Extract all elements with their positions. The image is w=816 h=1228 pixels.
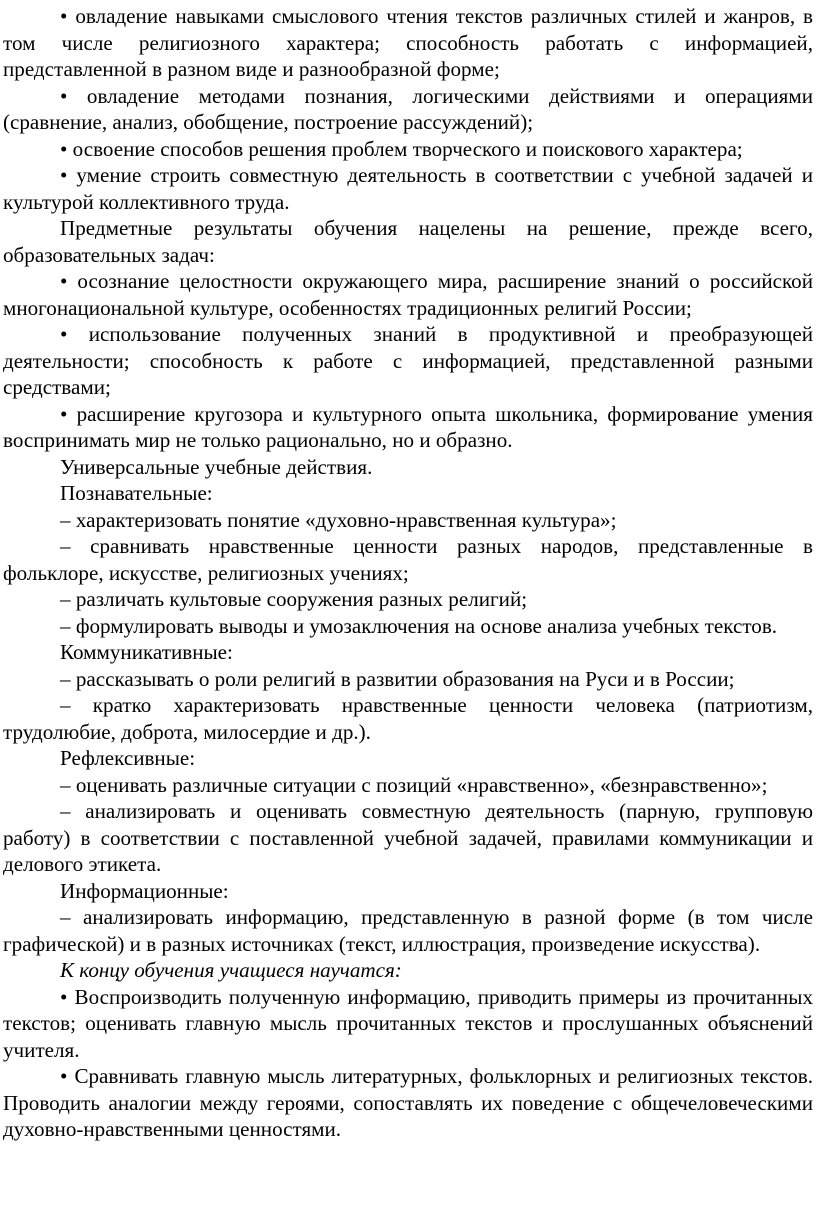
paragraph-bullet-compare-texts: • Сравнивать главную мысль литературных, фольклорных и религиозных текстов. Проводить аналогии между героями, сопоставлять их поведение с общечеловеческими духовно-нравственными ценностями. <box>3 1064 813 1141</box>
paragraph-dash-formulate-conclusions: – формулировать выводы и умозаключения на основе анализа учебных текстов. <box>60 613 778 638</box>
paragraph-dash-compare-values: – сравнивать нравственные ценности разных народов, представленные в фольклоре, искусстве, религиозных учениях; <box>3 534 813 585</box>
heading-learning-outcomes: К концу обучения учащиеся научатся: <box>60 958 402 982</box>
heading-reflexive: Рефлексивные: <box>60 746 196 770</box>
heading-universal-actions: Универсальные учебные действия. <box>60 454 373 479</box>
paragraph-bullet-reading-skills: • овладение навыками смыслового чтения текстов различных стилей и жанров, в том числе религиозного характера; способность работать с информацией, представленной в разном виде и разнообразной форме; <box>3 4 813 81</box>
paragraph-dash-characterize-concept: – характеризовать понятие «духовно-нравственная культура»; <box>60 507 617 532</box>
heading-communicative: Коммуникативные: <box>60 640 233 664</box>
paragraph-bullet-joint-activity: • умение строить совместную деятельность в соответствии с учебной задачей и культурой коллективного труда. <box>3 163 813 214</box>
paragraph-dash-tell-role: – рассказывать о роли религий в развитии образования на Руси и в России; <box>60 666 735 691</box>
paragraph-bullet-reproduce-information: • Воспроизводить полученную информацию, приводить примеры из прочитанных текстов; оценивать главную мысль прочитанных текстов и прослушанных объяснений учителя. <box>3 984 813 1062</box>
paragraph-dash-distinguish-buildings: – различать культовые сооружения разных религий; <box>60 587 528 611</box>
paragraph-bullet-cognition-methods: • овладение методами познания, логическими действиями и операциями (сравнение, анализ, обобщение, построение рассуждений); <box>3 83 813 134</box>
paragraph-bullet-outlook: • расширение кругозора и культурного опыта школьника, формирование умения воспринимать мир не только рационально, но и образно. <box>3 401 813 452</box>
paragraph-dash-characterize-values: – кратко характеризовать нравственные ценности человека (патриотизм, трудолюбие, доброта, милосердие и др.). <box>3 693 813 744</box>
paragraph-dash-analyze-activity: – анализировать и оценивать совместную деятельность (парную, групповую работу) в соответствии с поставленной учебной задачей, правилами коммуникации и делового этикета. <box>3 799 813 876</box>
paragraph-bullet-knowledge-use: • использование полученных знаний в продуктивной и преобразующей деятельности; способность к работе с информацией, представленной разными средствами; <box>3 322 813 399</box>
paragraph-bullet-problem-solving: • освоение способов решения проблем творческого и поискового характера; <box>60 136 743 161</box>
paragraph-dash-analyze-information: – анализировать информацию, представленную в разной форме (в том числе графической) и в разных источниках (текст, иллюстрация, произведение искусства). <box>3 905 813 956</box>
paragraph-bullet-world-integrity: • осознание целостности окружающего мира, расширение знаний о российской многонациональной культуре, особенностях традиционных религий России; <box>3 269 813 320</box>
heading-cognitive: Познавательные: <box>60 481 213 505</box>
paragraph-subject-results-intro: Предметные результаты обучения нацелены на решение, прежде всего, образовательных задач: <box>3 216 813 267</box>
heading-informational: Информационные: <box>60 878 229 903</box>
paragraph-dash-evaluate-situations: – оценивать различные ситуации с позиций «нравственно», «безнравственно»; <box>60 772 768 797</box>
